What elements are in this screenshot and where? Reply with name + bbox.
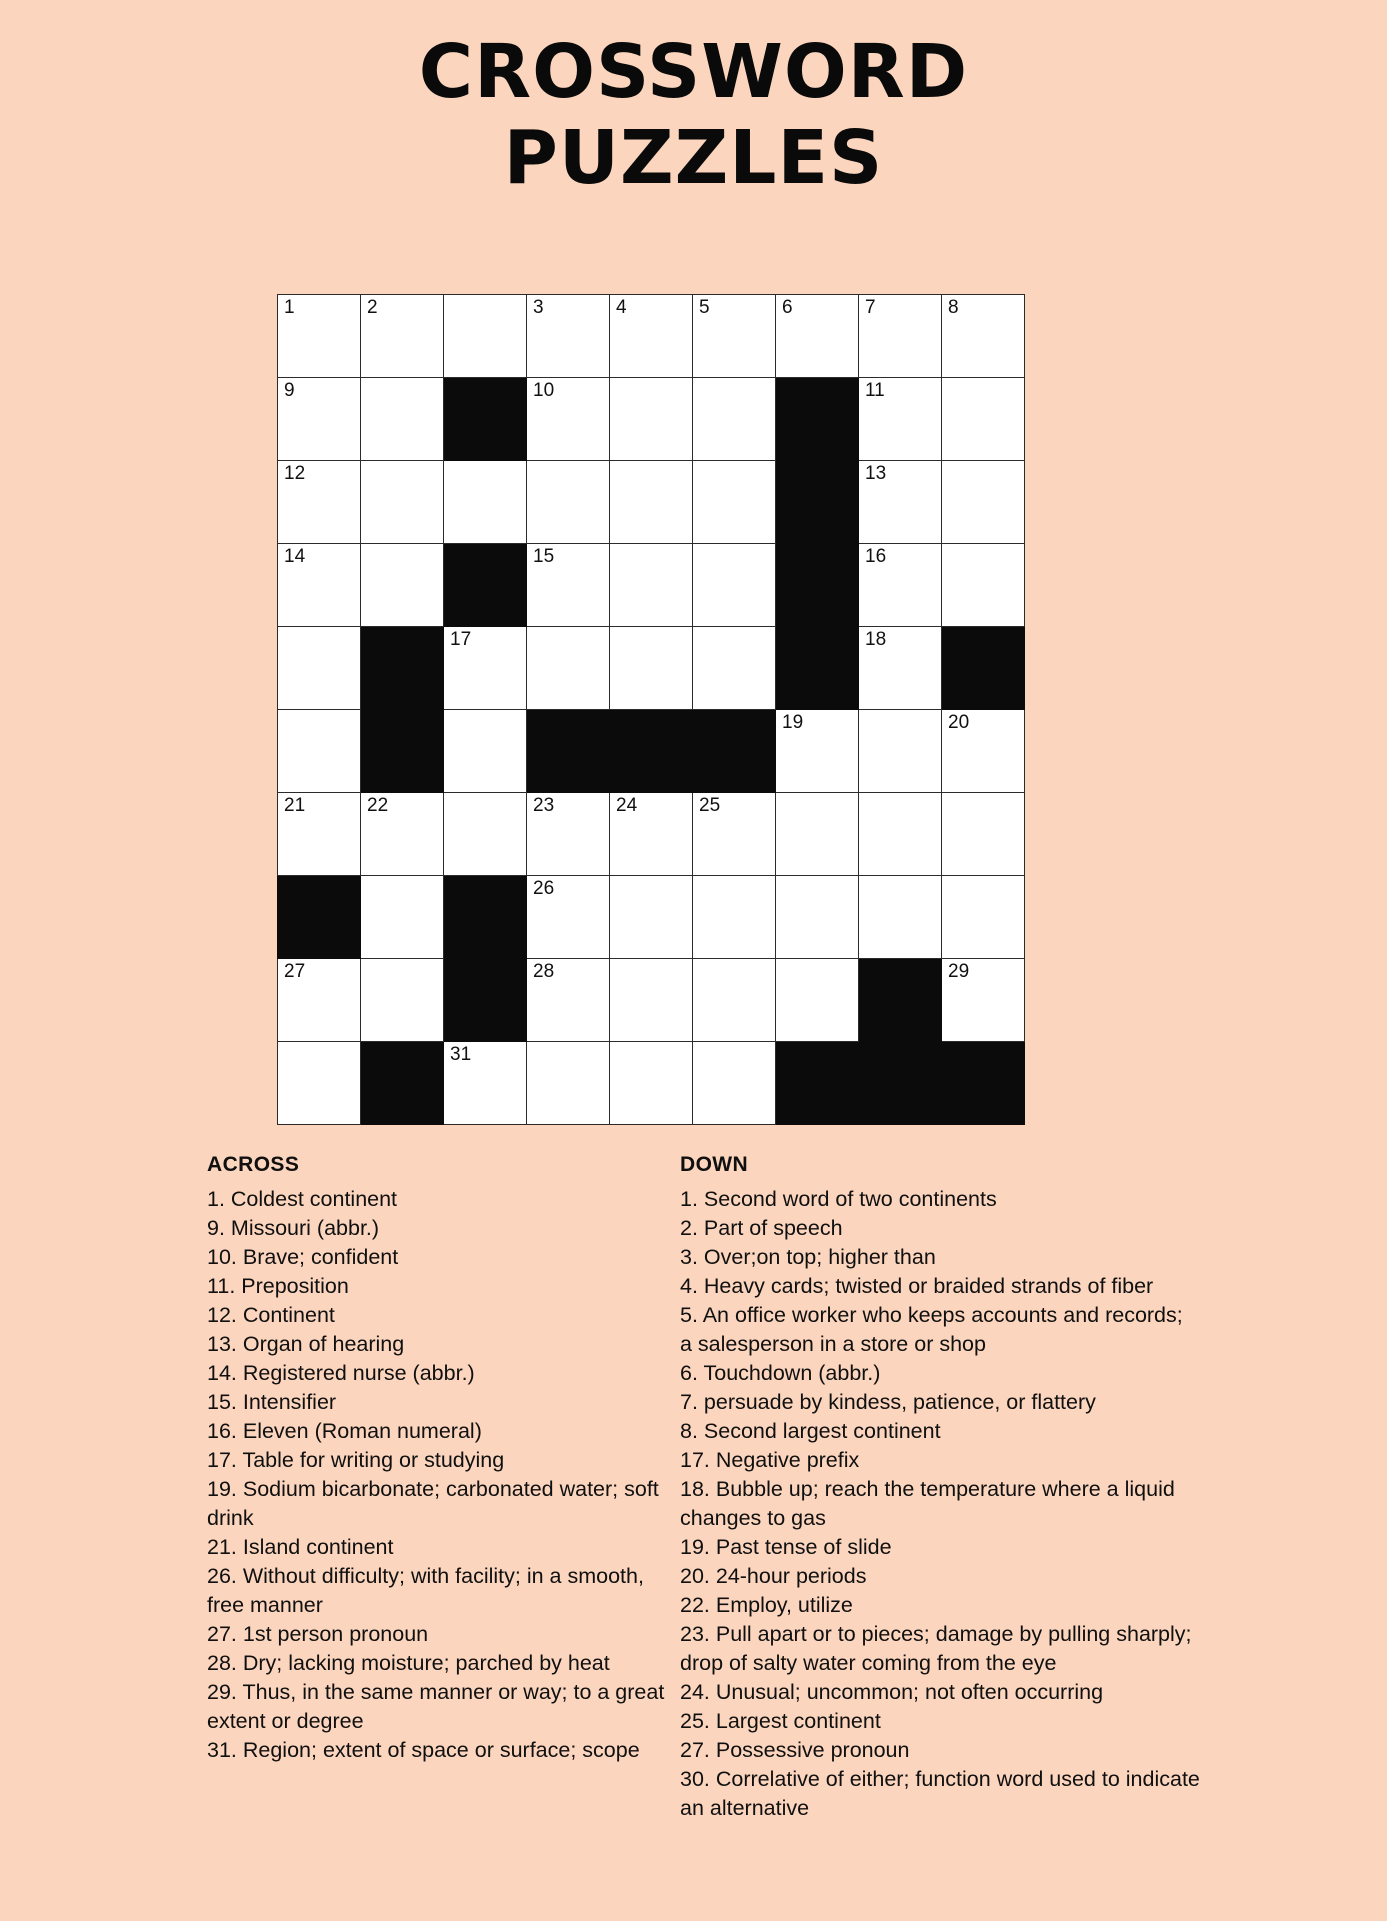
grid-cell[interactable] [859,627,942,710]
grid-cell[interactable] [610,793,693,876]
clue-item: 17. Table for writing or studying [207,1448,505,1472]
clue-item: 12. Continent [207,1303,335,1327]
grid-cell-block [776,461,859,544]
grid-cell[interactable] [278,710,361,793]
clue-item: 27. Possessive pronoun [680,1738,910,1762]
grid-cell[interactable] [610,544,693,627]
grid-cell[interactable] [776,959,859,1042]
grid-cell-number: 22 [367,795,389,816]
grid-cell[interactable] [776,710,859,793]
grid-cell[interactable] [859,710,942,793]
grid-cell[interactable] [527,378,610,461]
grid-cell[interactable] [610,295,693,378]
grid-cell-block [859,959,942,1042]
grid-cell-block [610,710,693,793]
grid-cell-block [776,627,859,710]
title-line-1: CROSSWORD [418,29,969,115]
page-title [0,0,1387,202]
clue-item: 28. Dry; lacking moisture; parched by heat [207,1651,610,1675]
grid-cell[interactable] [859,295,942,378]
grid-cell[interactable] [444,1042,527,1125]
grid-row [278,793,1025,876]
clue-item: 8. Second largest continent [680,1419,941,1443]
clue-item: 17. Negative prefix [680,1448,860,1472]
clue-item: 9. Missouri (abbr.) [207,1216,380,1240]
clue-item: 19. Sodium bicarbonate; carbonated water; soft drink [207,1477,659,1530]
grid-cell-number: 10 [533,380,555,401]
grid-cell[interactable] [693,378,776,461]
grid-cell-number: 7 [865,297,876,318]
grid-cell-number: 15 [533,546,555,567]
grid-cell-number: 2 [367,297,378,318]
grid-cell[interactable] [527,627,610,710]
clue-item: 29. Thus, in the same manner or way; to a great extent or degree [207,1680,665,1733]
grid-cell[interactable] [278,959,361,1042]
clue-item: 26. Without difficulty; with facility; in a smooth, free manner [207,1564,644,1617]
clue-item: 20. 24-hour periods [680,1564,867,1588]
grid-cell-block [444,876,527,959]
grid-cell-block [527,710,610,793]
clue-item: 21. Island continent [207,1535,394,1559]
grid-row [278,544,1025,627]
clue-item: 18. Bubble up; reach the temperature where a liquid changes to gas [680,1477,1175,1530]
clues-across-heading: ACROSS [207,1153,300,1176]
grid-cell[interactable] [361,544,444,627]
grid-cell[interactable] [278,1042,361,1125]
grid-cell[interactable] [610,627,693,710]
grid-cell-block [942,1042,1025,1125]
grid-cell-number: 5 [699,297,710,318]
grid-cell[interactable] [610,959,693,1042]
grid-cell[interactable] [693,959,776,1042]
grid-cell-number: 20 [948,712,970,733]
grid-row [278,627,1025,710]
grid-cell-number: 6 [782,297,793,318]
crossword-grid[interactable] [277,294,1025,1125]
grid-cell-block [444,544,527,627]
grid-cell[interactable] [859,544,942,627]
grid-cell-number: 16 [865,546,887,567]
clue-item: 2. Part of speech [680,1216,843,1240]
grid-cell-number: 28 [533,961,555,982]
grid-cell-block [942,627,1025,710]
clue-item: 27. 1st person pronoun [207,1622,429,1646]
grid-cell[interactable] [361,378,444,461]
clue-item: 6. Touchdown (abbr.) [680,1361,881,1385]
grid-cell[interactable] [278,544,361,627]
grid-cell-number: 19 [782,712,804,733]
grid-cell[interactable] [278,295,361,378]
clue-item: 19. Past tense of slide [680,1535,892,1559]
grid-cell[interactable] [942,876,1025,959]
grid-cell-number: 29 [948,961,970,982]
grid-cell[interactable] [361,295,444,378]
grid-cell[interactable] [693,544,776,627]
grid-cell[interactable] [361,793,444,876]
grid-cell[interactable] [527,295,610,378]
clue-item: 24. Unusual; uncommon; not often occurring [680,1680,1104,1704]
clue-item: 22. Employ, utilize [680,1593,853,1617]
clue-item: 1. Second word of two continents [680,1187,997,1211]
grid-cell[interactable] [610,378,693,461]
grid-cell-number: 24 [616,795,638,816]
clue-item: 11. Preposition [207,1274,349,1298]
grid-cell-number: 14 [284,546,306,567]
grid-cell-number: 27 [284,961,306,982]
clue-item: 5. An office worker who keeps accounts and records; a salesperson in a store or shop [680,1303,1183,1356]
grid-cell[interactable] [942,295,1025,378]
grid-cell[interactable] [278,627,361,710]
grid-cell[interactable] [693,876,776,959]
grid-cell[interactable] [278,461,361,544]
grid-cell-block [361,627,444,710]
grid-cell-number: 26 [533,878,555,899]
grid-cell[interactable] [859,378,942,461]
grid-cell-block [361,1042,444,1125]
grid-cell-number: 31 [450,1044,472,1065]
grid-cell[interactable] [610,461,693,544]
grid-cell-number: 8 [948,297,959,318]
clue-item: 25. Largest continent [680,1709,881,1733]
grid-cell-block [444,959,527,1042]
grid-cell[interactable] [361,959,444,1042]
grid-cell[interactable] [444,627,527,710]
grid-cell-block [776,1042,859,1125]
grid-cell[interactable] [693,295,776,378]
clues-down [680,1150,1200,1823]
clues-down-heading: DOWN [680,1153,749,1176]
grid-row [278,1042,1025,1125]
grid-cell[interactable] [859,876,942,959]
grid-cell-number: 12 [284,463,306,484]
clue-item: 30. Correlative of either; function word used to indicate an alternative [680,1767,1200,1820]
grid-cell[interactable] [444,295,527,378]
grid-cell[interactable] [693,1042,776,1125]
clue-item: 31. Region; extent of space or surface; scope [207,1738,640,1762]
grid-cell[interactable] [942,461,1025,544]
grid-cell[interactable] [527,876,610,959]
grid-cell-number: 1 [284,297,295,318]
crossword-grid-table[interactable] [277,294,1025,1125]
grid-cell[interactable] [859,461,942,544]
grid-cell-number: 23 [533,795,555,816]
grid-cell[interactable] [693,461,776,544]
clue-item: 23. Pull apart or to pieces; damage by pulling sharply; drop of salty water coming from the eye [680,1622,1192,1675]
grid-cell-block [444,378,527,461]
grid-cell[interactable] [527,793,610,876]
grid-cell[interactable] [527,959,610,1042]
grid-cell-number: 21 [284,795,306,816]
grid-cell[interactable] [527,461,610,544]
grid-cell[interactable] [610,1042,693,1125]
grid-cell[interactable] [278,793,361,876]
clues-across-list [207,1185,677,1765]
grid-cell-block [859,1042,942,1125]
clues-across [207,1150,677,1765]
grid-cell-block [693,710,776,793]
grid-cell-number: 25 [699,795,721,816]
grid-cell-number: 18 [865,629,887,650]
grid-cell[interactable] [942,544,1025,627]
grid-cell[interactable] [361,461,444,544]
grid-cell-number: 13 [865,463,887,484]
clue-item: 4. Heavy cards; twisted or braided strands of fiber [680,1274,1154,1298]
grid-cell[interactable] [444,461,527,544]
grid-cell[interactable] [942,710,1025,793]
grid-cell[interactable] [942,378,1025,461]
grid-cell[interactable] [859,793,942,876]
grid-cell[interactable] [942,959,1025,1042]
clue-item: 13. Organ of hearing [207,1332,405,1356]
clues-down-list [680,1185,1200,1823]
grid-cell[interactable] [278,378,361,461]
grid-cell[interactable] [776,295,859,378]
grid-cell-block [776,544,859,627]
grid-cell[interactable] [527,1042,610,1125]
clue-item: 7. persuade by kindess, patience, or flattery [680,1390,1096,1414]
grid-row [278,710,1025,793]
grid-cell-block [361,710,444,793]
clue-item: 16. Eleven (Roman numeral) [207,1419,482,1443]
grid-cell[interactable] [693,793,776,876]
grid-row [278,295,1025,378]
clue-item: 15. Intensifier [207,1390,337,1414]
grid-cell-number: 17 [450,629,472,650]
grid-cell[interactable] [776,793,859,876]
grid-cell-number: 3 [533,297,544,318]
clue-item: 10. Brave; confident [207,1245,399,1269]
clue-item: 14. Registered nurse (abbr.) [207,1361,475,1385]
clue-item: 3. Over;on top; higher than [680,1245,936,1269]
grid-cell[interactable] [776,876,859,959]
grid-row [278,876,1025,959]
grid-cell[interactable] [942,793,1025,876]
grid-cell-number: 9 [284,380,295,401]
grid-cell[interactable] [444,710,527,793]
grid-cell[interactable] [527,544,610,627]
grid-cell[interactable] [444,793,527,876]
grid-row [278,378,1025,461]
grid-row [278,959,1025,1042]
grid-cell[interactable] [361,876,444,959]
grid-cell-block [776,378,859,461]
grid-cell[interactable] [610,876,693,959]
clue-item: 1. Coldest continent [207,1187,398,1211]
grid-cell-block [278,876,361,959]
title-line-2: PUZZLES [503,114,884,201]
grid-cell-number: 4 [616,297,627,318]
grid-row [278,461,1025,544]
grid-cell[interactable] [693,627,776,710]
grid-cell-number: 11 [865,380,885,401]
